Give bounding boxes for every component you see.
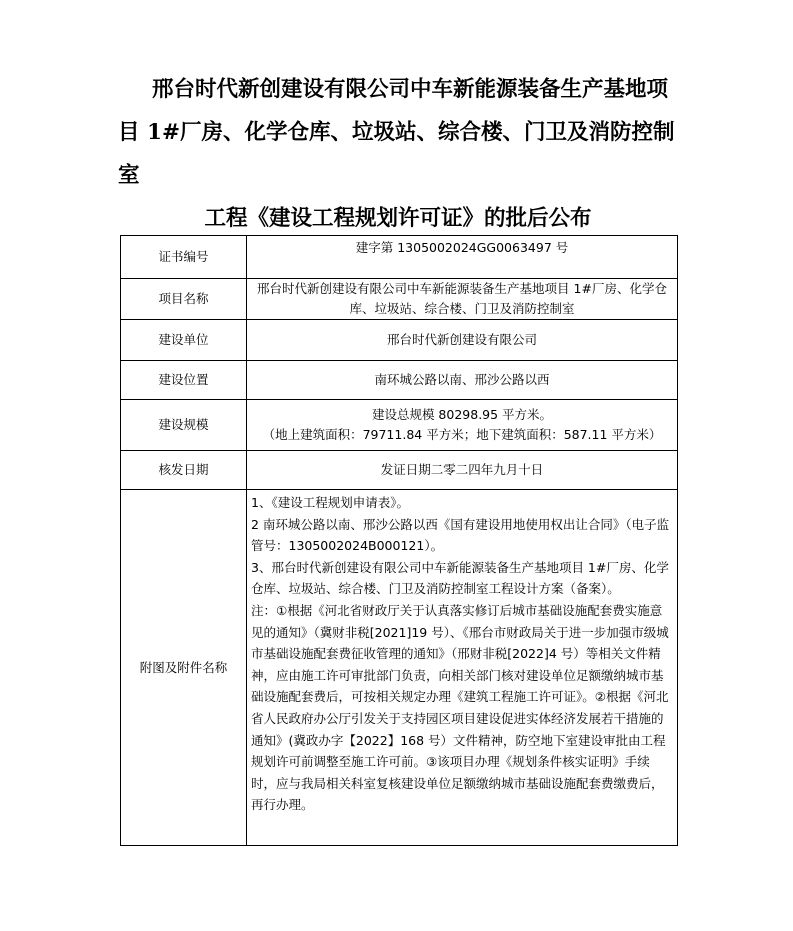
title-line-1: 邢台时代新创建设有限公司中车新能源装备生产基地项 (152, 77, 669, 102)
title-line-3: 工程《建设工程规划许可证》的批后公布 (204, 206, 592, 231)
scale-label: 建设规模 (121, 400, 247, 451)
scale-breakdown: （地上建筑面积：79711.84 平方米；地下建筑面积：587.11 平方米） (262, 427, 662, 442)
attachment-item-1: 1、《建设工程规划申请表》。 (251, 495, 409, 510)
table-row (121, 320, 678, 361)
issue-date-label: 核发日期 (121, 451, 247, 490)
cert-no-label: 证书编号 (121, 236, 247, 279)
document-title (118, 68, 678, 240)
permit-info-table (120, 235, 678, 846)
attachment-item-3: 3、邢台时代新创建设有限公司中车新能源装备生产基地项目 1#厂房、化学仓库、垃圾站、综合楼、门卫及消防控制室工程设计方案（备案）。 (251, 559, 669, 597)
location-label: 建设位置 (121, 361, 247, 400)
construction-unit-label: 建设单位 (121, 320, 247, 361)
table-row (121, 400, 678, 451)
issue-date-value: 发证日期二零二四年九月十日 (247, 451, 678, 490)
table-row (121, 361, 678, 400)
scale-total: 建设总规模 80298.95 平方米。 (371, 407, 553, 422)
construction-unit-value: 邢台时代新创建设有限公司 (247, 320, 678, 361)
table-row (121, 279, 678, 320)
project-name-value: 邢台时代新创建设有限公司中车新能源装备生产基地项目 1#厂房、化学仓库、垃圾站、综合楼、门卫及消防控制室 (247, 279, 678, 320)
table-row (121, 490, 678, 846)
attachments-label: 附图及附件名称 (121, 490, 247, 846)
scale-value (247, 400, 678, 451)
attachment-note: 注：①根据《河北省财政厅关于认真落实修订后城市基础设施配套费实施意见的通知》（冀财非税[2021]19 号）、《邢台市财政局关于进一步加强市级城市基础设施配套费征收管理的通知》（邢财非税[2022]4 号）等相关文件精神，应由施工许可审批部门负责，向相关部门核对建设单位足额缴纳城市基础设施配套费后，可按相关规定办理《建筑工程施工许可证》。②根据《河北省人民政府办公厅引发关于支持园区项目建设促进实体经济发展若干措施的通知》(冀政办字【2022】168 号）文件精神，防空地下室建设审批由工程规划许可前调整至施工许可前。③该项目办理《规划条件核实证明》手续时，应与我局相关科室复核建设单位足额缴纳城市基础设施配套费缴费后，再行办理。 (251, 602, 669, 813)
project-name-label: 项目名称 (121, 279, 247, 320)
location-value: 南环城公路以南、邢沙公路以西 (247, 361, 678, 400)
table-row (121, 451, 678, 490)
table-row (121, 236, 678, 279)
cert-no-value: 建字第 1305002024GG0063497 号 (247, 236, 678, 279)
attachment-item-2: 2 南环城公路以南、邢沙公路以西《国有建设用地使用权出让合同》（电子监管号：1305002024B000121）。 (251, 516, 670, 554)
attachments-value (247, 490, 678, 846)
title-line-2: 目 1#厂房、化学仓库、垃圾站、综合楼、门卫及消防控制室 (118, 120, 675, 188)
